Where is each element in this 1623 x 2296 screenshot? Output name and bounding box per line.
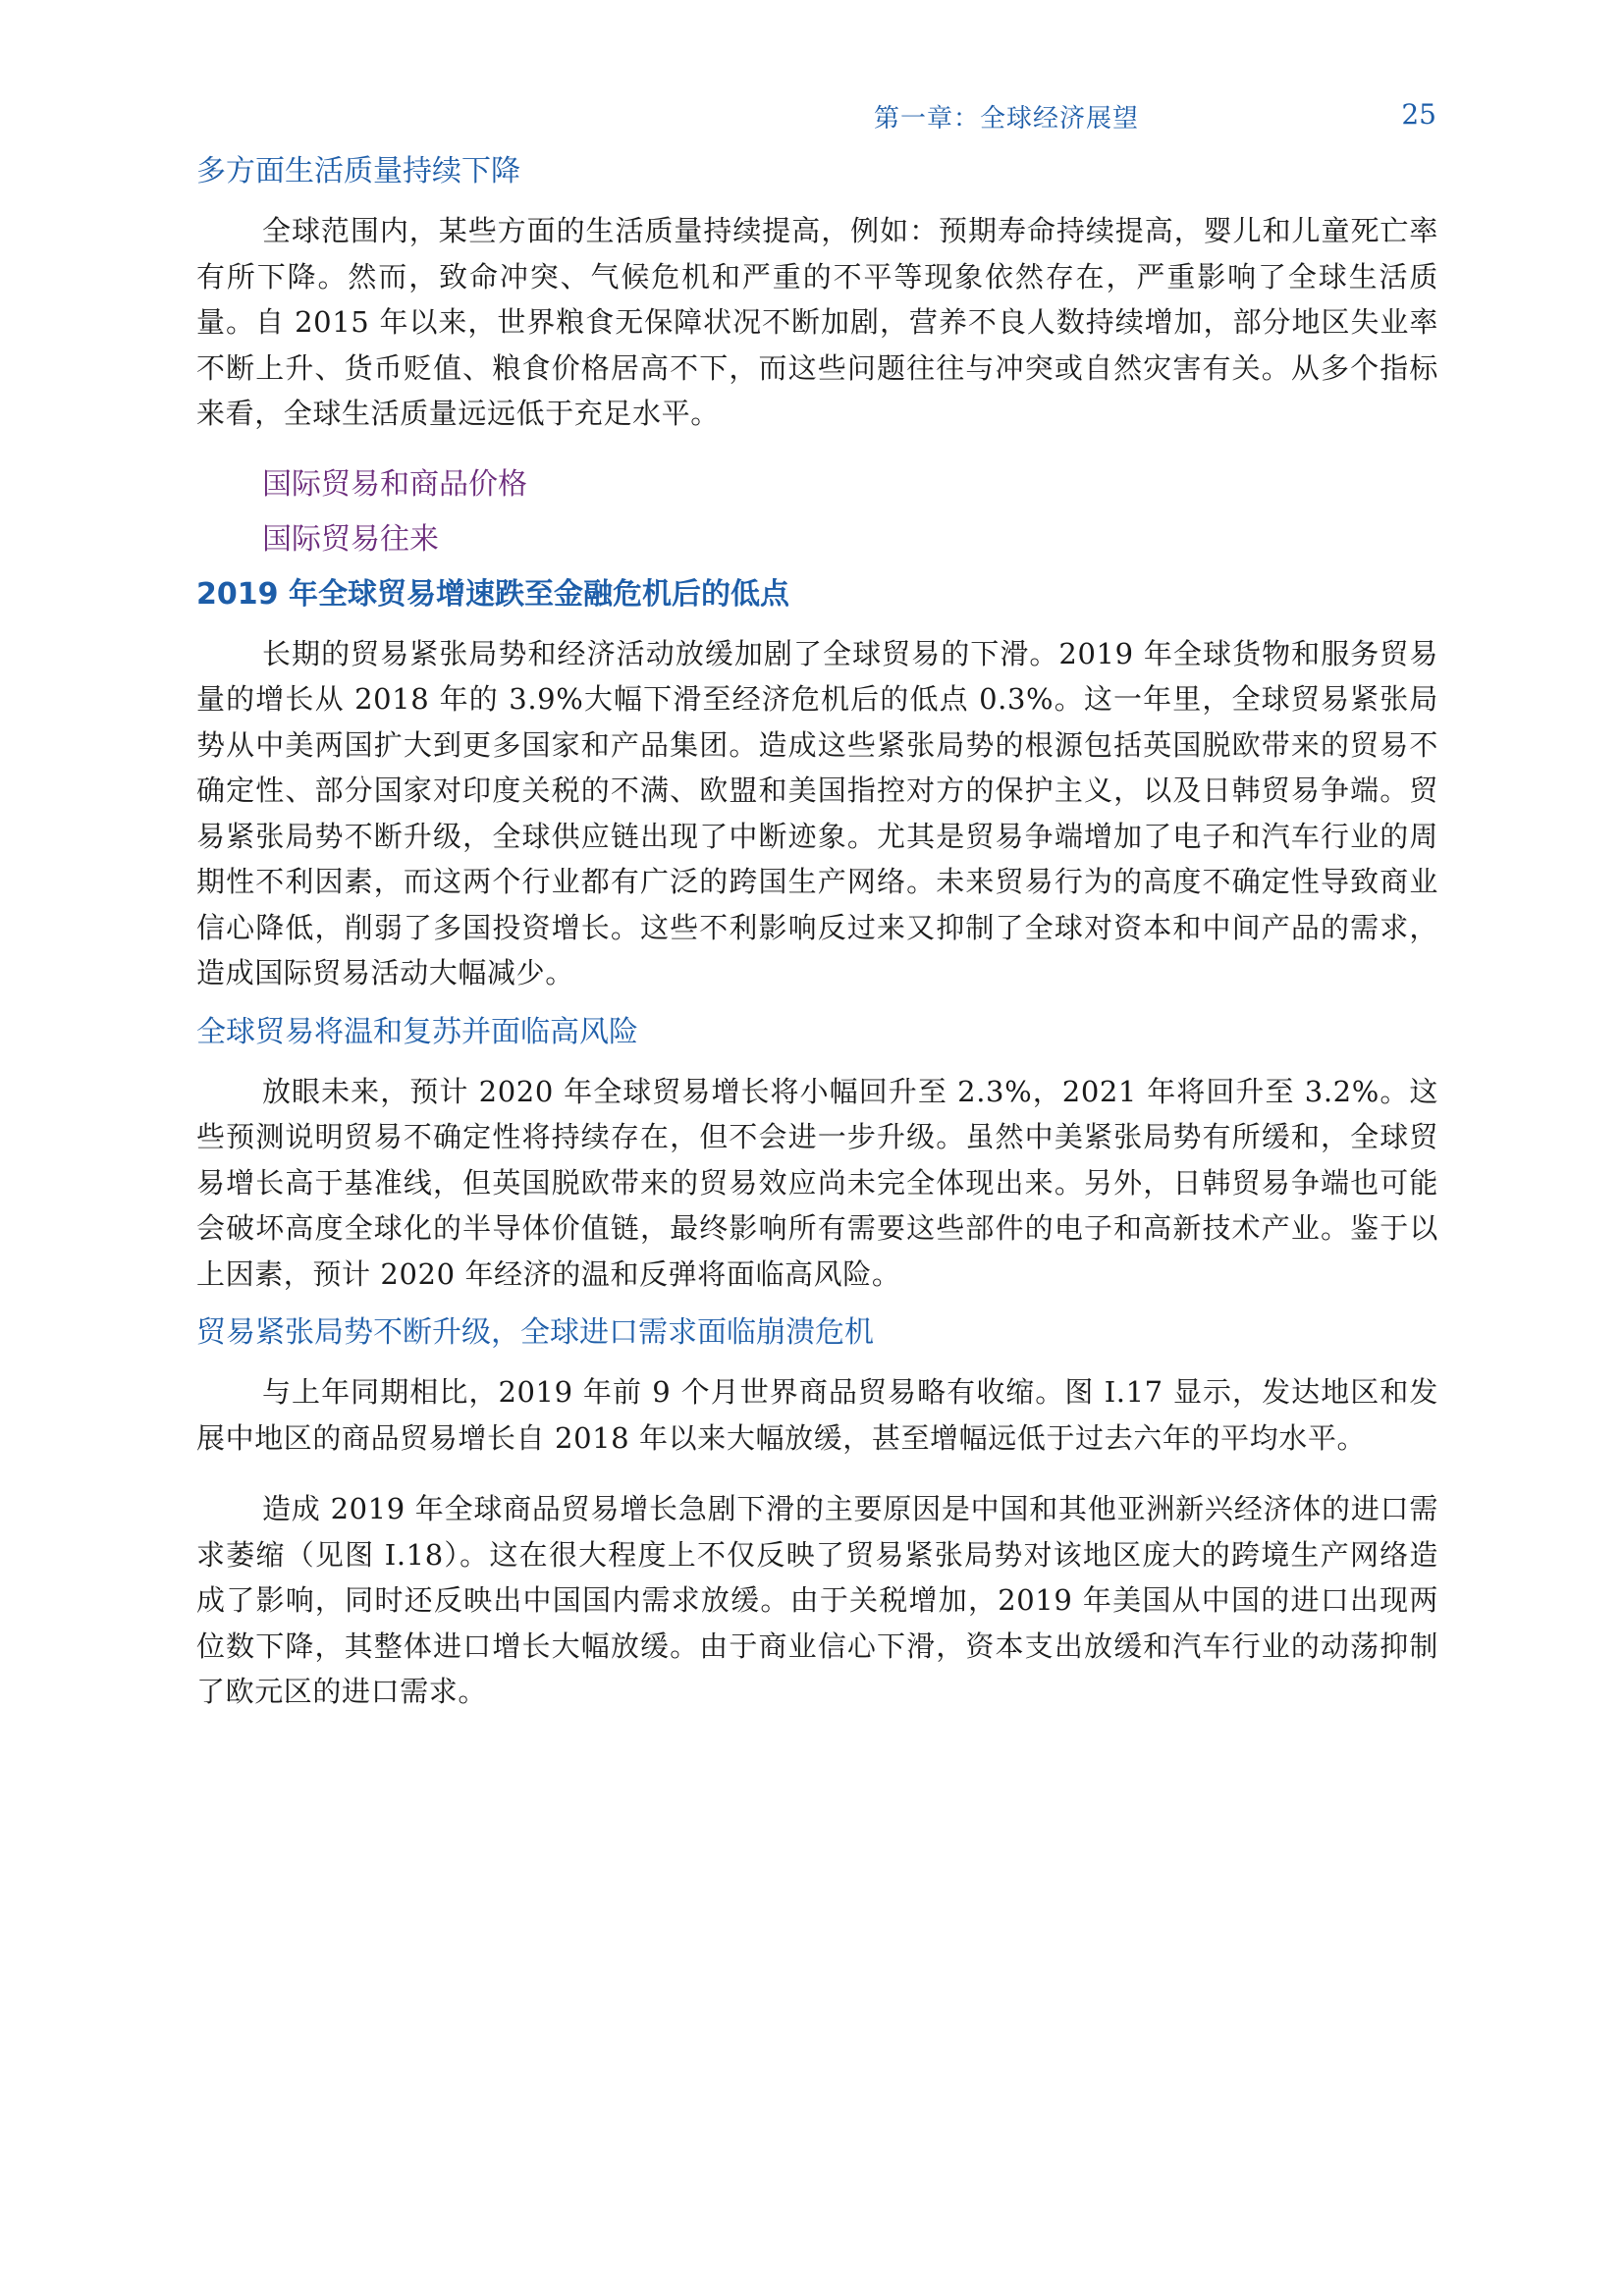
paragraph-import-demand-1: 与上年同期相比，2019 年前 9 个月世界商品贸易略有收缩。图 I.17 显示，发达地区和发展中地区的商品贸易增长自 2018 年以来大幅放缓，甚至增幅远低于过去六年的平均水平。 <box>196 1375 1438 1455</box>
paragraph-quality-of-life: 全球范围内，某些方面的生活质量持续提高，例如：预期寿命持续提高，婴儿和儿童死亡率有所下降。然而，致命冲突、气候危机和严重的不平等现象依然存在，严重影响了全球生活质量。自 2015 年以来，世界粮食无保障状况不断加剧，营养不良人数持续增加，部分地区失业率不断上升、货币贬值、粮食价格居高不下，而这些问题往往与冲突或自然灾害有关。从多个指标来看，全球生活质量远远低于充足水平。 <box>196 214 1438 430</box>
heading-trade-flows: 国际贸易往来 <box>262 521 439 557</box>
heading-import-demand: 贸易紧张局势不断升级，全球进口需求面临崩溃危机 <box>196 1315 874 1350</box>
paragraph-trade-2019: 长期的贸易紧张局势和经济活动放缓加剧了全球贸易的下滑。2019 年全球货物和服务贸易量的增长从 2018 年的 3.9%大幅下滑至经济危机后的低点 0.3%。这一年里，全球贸易紧张局势从中美两国扩大到更多国家和产品集团。造成这些紧张局势的根源包括英国脱欧带来的贸易不确定性、部分国家对印度关税的不满、欧盟和美国指控对方的保护主义，以及日韩贸易争端。贸易紧张局势不断升级，全球供应链出现了中断迹象。尤其是贸易争端增加了电子和汽车行业的周期性不利因素，而这两个行业都有广泛的跨国生产网络。未来贸易行为的高度不确定性导致商业信心降低，削弱了多国投资增长。这些不利影响反过来又抑制了全球对资本和中间产品的需求，造成国际贸易活动大幅减少。 <box>196 636 1438 989</box>
page-number: 25 <box>1401 98 1436 131</box>
heading-trade-and-prices: 国际贸易和商品价格 <box>262 466 527 502</box>
heading-quality-of-life: 多方面生活质量持续下降 <box>196 154 520 188</box>
heading-trade-2019: 2019 年全球贸易增速跌至金融危机后的低点 <box>196 576 789 612</box>
paragraph-moderate-recovery: 放眼未来，预计 2020 年全球贸易增长将小幅回升至 2.3%，2021 年将回升至 3.2%。这些预测说明贸易不确定性将持续存在，但不会进一步升级。虽然中美紧张局势有所缓和，全球贸易增长高于基准线，但英国脱欧带来的贸易效应尚未完全体现出来。另外，日韩贸易争端也可能会破坏高度全球化的半导体价值链，最终影响所有需要这些部件的电子和高新技术产业。鉴于以上因素，预计 2020 年经济的温和反弹将面临高风险。 <box>196 1074 1438 1291</box>
heading-moderate-recovery: 全球贸易将温和复苏并面临高风险 <box>196 1014 638 1049</box>
running-header: 第一章：全球经济展望 <box>874 104 1140 133</box>
paragraph-import-demand-2: 造成 2019 年全球商品贸易增长急剧下滑的主要原因是中国和其他亚洲新兴经济体的进口需求萎缩（见图 I.18）。这在很大程度上不仅反映了贸易紧张局势对该地区庞大的跨境生产网络造成了影响，同时还反映出中国国内需求放缓。由于关税增加，2019 年美国从中国的进口出现两位数下降，其整体进口增长大幅放缓。由于商业信心下滑，资本支出放缓和汽车行业的动荡抑制了欧元区的进口需求。 <box>196 1492 1438 1708</box>
page-content <box>196 149 1438 1729</box>
